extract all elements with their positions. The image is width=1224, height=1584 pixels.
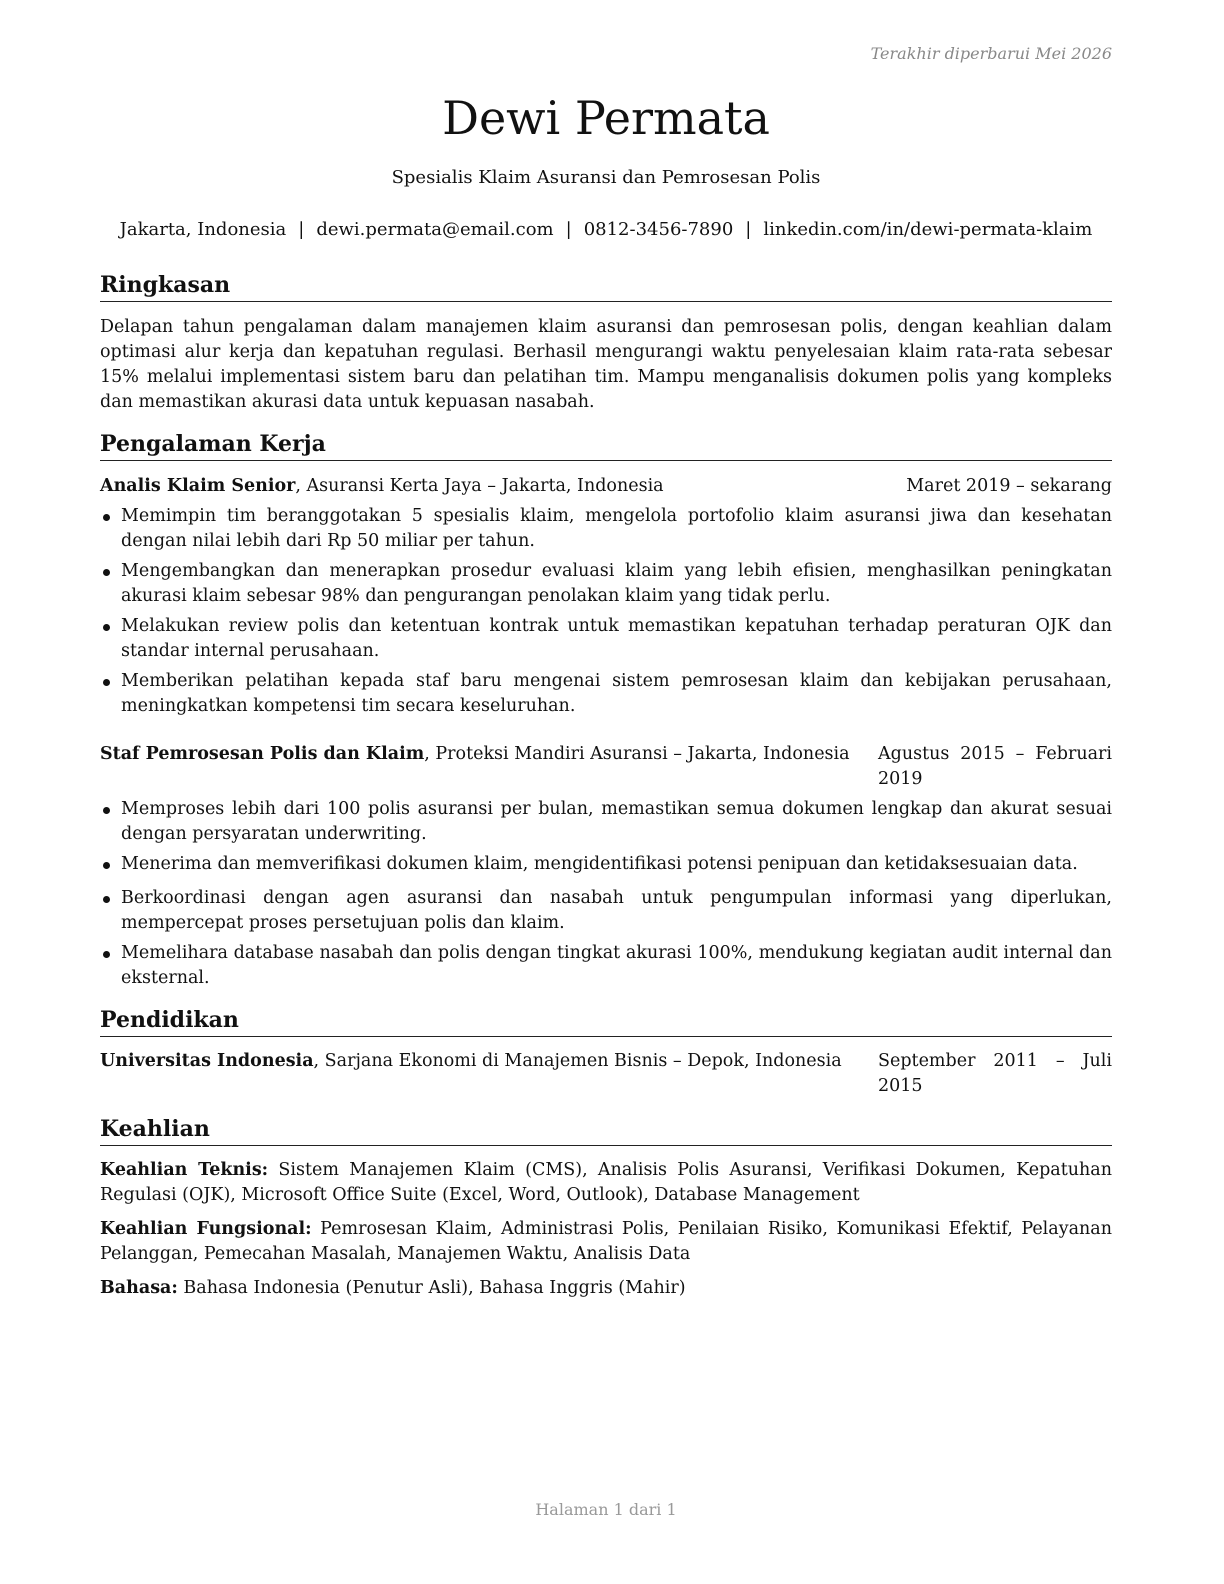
candidate-name: Dewi Permata — [442, 91, 770, 145]
bullet-dot-icon — [103, 514, 110, 521]
skill-value: Sistem Manajemen Klaim (CMS), Analisis Polis Asuransi, Verifikasi Dokumen, Kepatuhan Regulasi (OJK), Microsoft Office Suite (Excel, Word, Outlook), Database Management — [100, 1160, 1112, 1205]
contact-location: Jakarta, Indonesia — [119, 219, 287, 240]
skill-row — [100, 1276, 1112, 1301]
job-dates: Maret 2019 – sekarang — [906, 476, 1112, 496]
education-school: Universitas Indonesia — [100, 1051, 314, 1071]
bullet-dot-icon — [103, 807, 110, 814]
list-item — [100, 797, 1112, 847]
resume-page — [100, 0, 1112, 1584]
bullet-dot-icon — [103, 624, 110, 631]
job-organization: , Asuransi Kerta Jaya – Jakarta, Indonesia — [295, 476, 664, 496]
bullet-text: Menerima dan memverifikasi dokumen klaim, mengidentifikasi potensi penipuan dan ketidaksesuaian data. — [121, 854, 1078, 874]
skill-value: Pemrosesan Klaim, Administrasi Polis, Penilaian Risiko, Komunikasi Efektif, Pelayanan Pelanggan, Pemecahan Masalah, Manajemen Waktu, Analisis Data — [100, 1219, 1112, 1264]
job-organization: , Proteksi Mandiri Asuransi – Jakarta, Indonesia — [424, 744, 850, 764]
skill-row — [100, 1158, 1112, 1208]
job-header — [100, 474, 1112, 499]
bullet-text: Memberikan pelatihan kepada staf baru mengenai sistem pemrosesan klaim dan kebijakan perusahaan, meningkatkan kompetensi tim secara keseluruhan. — [121, 671, 1112, 716]
page-footer: Halaman 1 dari 1 — [535, 1500, 677, 1519]
bullet-text: Memelihara database nasabah dan polis dengan tingkat akurasi 100%, mendukung kegiatan audit internal dan eksternal. — [121, 943, 1112, 988]
contact-separator: | — [565, 219, 572, 240]
contact-separator: | — [745, 219, 752, 240]
job-bullet-list — [100, 797, 1112, 996]
job-header — [100, 742, 1112, 789]
list-item — [100, 669, 1112, 719]
section-title-experience: Pengalaman Kerja — [100, 430, 1112, 461]
summary-text: Delapan tahun pengalaman dalam manajemen klaim asuransi dan pemrosesan polis, dengan keahlian dalam optimasi alur kerja dan kepatuhan regulasi. Berhasil mengurangi waktu penyelesaian klaim rata-rata sebesar 15% melalui implementasi sistem baru dan pelatihan tim. Mampu menganalisis dokumen polis yang kompleks dan memastikan akurasi data untuk kepuasan nasabah. — [100, 317, 1112, 412]
job-dates: Agustus 2015 – Februari 2019 — [878, 744, 1112, 789]
list-item — [100, 886, 1112, 936]
bullet-text: Memproses lebih dari 100 polis asuransi per bulan, memastikan semua dokumen lengkap dan akurat sesuai dengan persyaratan underwriting. — [121, 799, 1112, 844]
bullet-dot-icon — [103, 569, 110, 576]
bullet-dot-icon — [103, 951, 110, 958]
skill-label: Keahlian Teknis: — [100, 1160, 269, 1180]
contact-line — [100, 219, 1112, 240]
education-degree: , Sarjana Ekonomi di Manajemen Bisnis – Depok, Indonesia — [313, 1051, 842, 1071]
section-title-summary: Ringkasan — [100, 271, 1112, 302]
job-bullet-list — [100, 504, 1112, 724]
skill-label: Keahlian Fungsional: — [100, 1219, 312, 1239]
list-item — [100, 504, 1112, 554]
skill-value: Bahasa Indonesia (Penutur Asli), Bahasa Inggris (Mahir) — [177, 1278, 686, 1298]
last-updated-note: Terakhir diperbarui Mei 2026 — [870, 44, 1112, 63]
education-entry — [100, 1049, 1112, 1096]
section-title-education: Pendidikan — [100, 1006, 1112, 1037]
job-role: Staf Pemrosesan Polis dan Klaim — [100, 744, 425, 764]
section-title-skills: Keahlian — [100, 1115, 1112, 1146]
bullet-text: Berkoordinasi dengan agen asuransi dan nasabah untuk pengumpulan informasi yang diperlukan, mempercepat proses persetujuan polis dan klaim. — [121, 888, 1112, 933]
contact-separator: | — [298, 219, 305, 240]
bullet-text: Melakukan review polis dan ketentuan kontrak untuk memastikan kepatuhan terhadap peraturan OJK dan standar internal perusahaan. — [121, 616, 1112, 661]
bullet-dot-icon — [103, 679, 110, 686]
list-item — [100, 559, 1112, 609]
contact-linkedin-link[interactable]: linkedin.com/in/dewi-permata-klaim — [763, 219, 1093, 240]
education-dates: September 2011 – Juli 2015 — [878, 1051, 1112, 1096]
contact-email-link[interactable]: dewi.permata@email.com — [316, 219, 554, 240]
candidate-title: Spesialis Klaim Asuransi dan Pemrosesan Polis — [391, 167, 821, 188]
list-item — [100, 852, 1112, 877]
job-role: Analis Klaim Senior — [100, 476, 296, 496]
bullet-dot-icon — [103, 896, 110, 903]
bullet-text: Memimpin tim beranggotakan 5 spesialis klaim, mengelola portofolio klaim asuransi jiwa dan kesehatan dengan nilai lebih dari Rp 50 miliar per tahun. — [121, 506, 1112, 551]
skill-label: Bahasa: — [100, 1278, 178, 1298]
skill-row — [100, 1217, 1112, 1267]
bullet-text: Mengembangkan dan menerapkan prosedur evaluasi klaim yang lebih efisien, menghasilkan peningkatan akurasi klaim sebesar 98% dan pengurangan penolakan klaim yang tidak perlu. — [121, 561, 1112, 606]
bullet-dot-icon — [103, 862, 110, 869]
list-item — [100, 941, 1112, 991]
contact-phone: 0812-3456-7890 — [583, 219, 734, 240]
list-item — [100, 614, 1112, 664]
